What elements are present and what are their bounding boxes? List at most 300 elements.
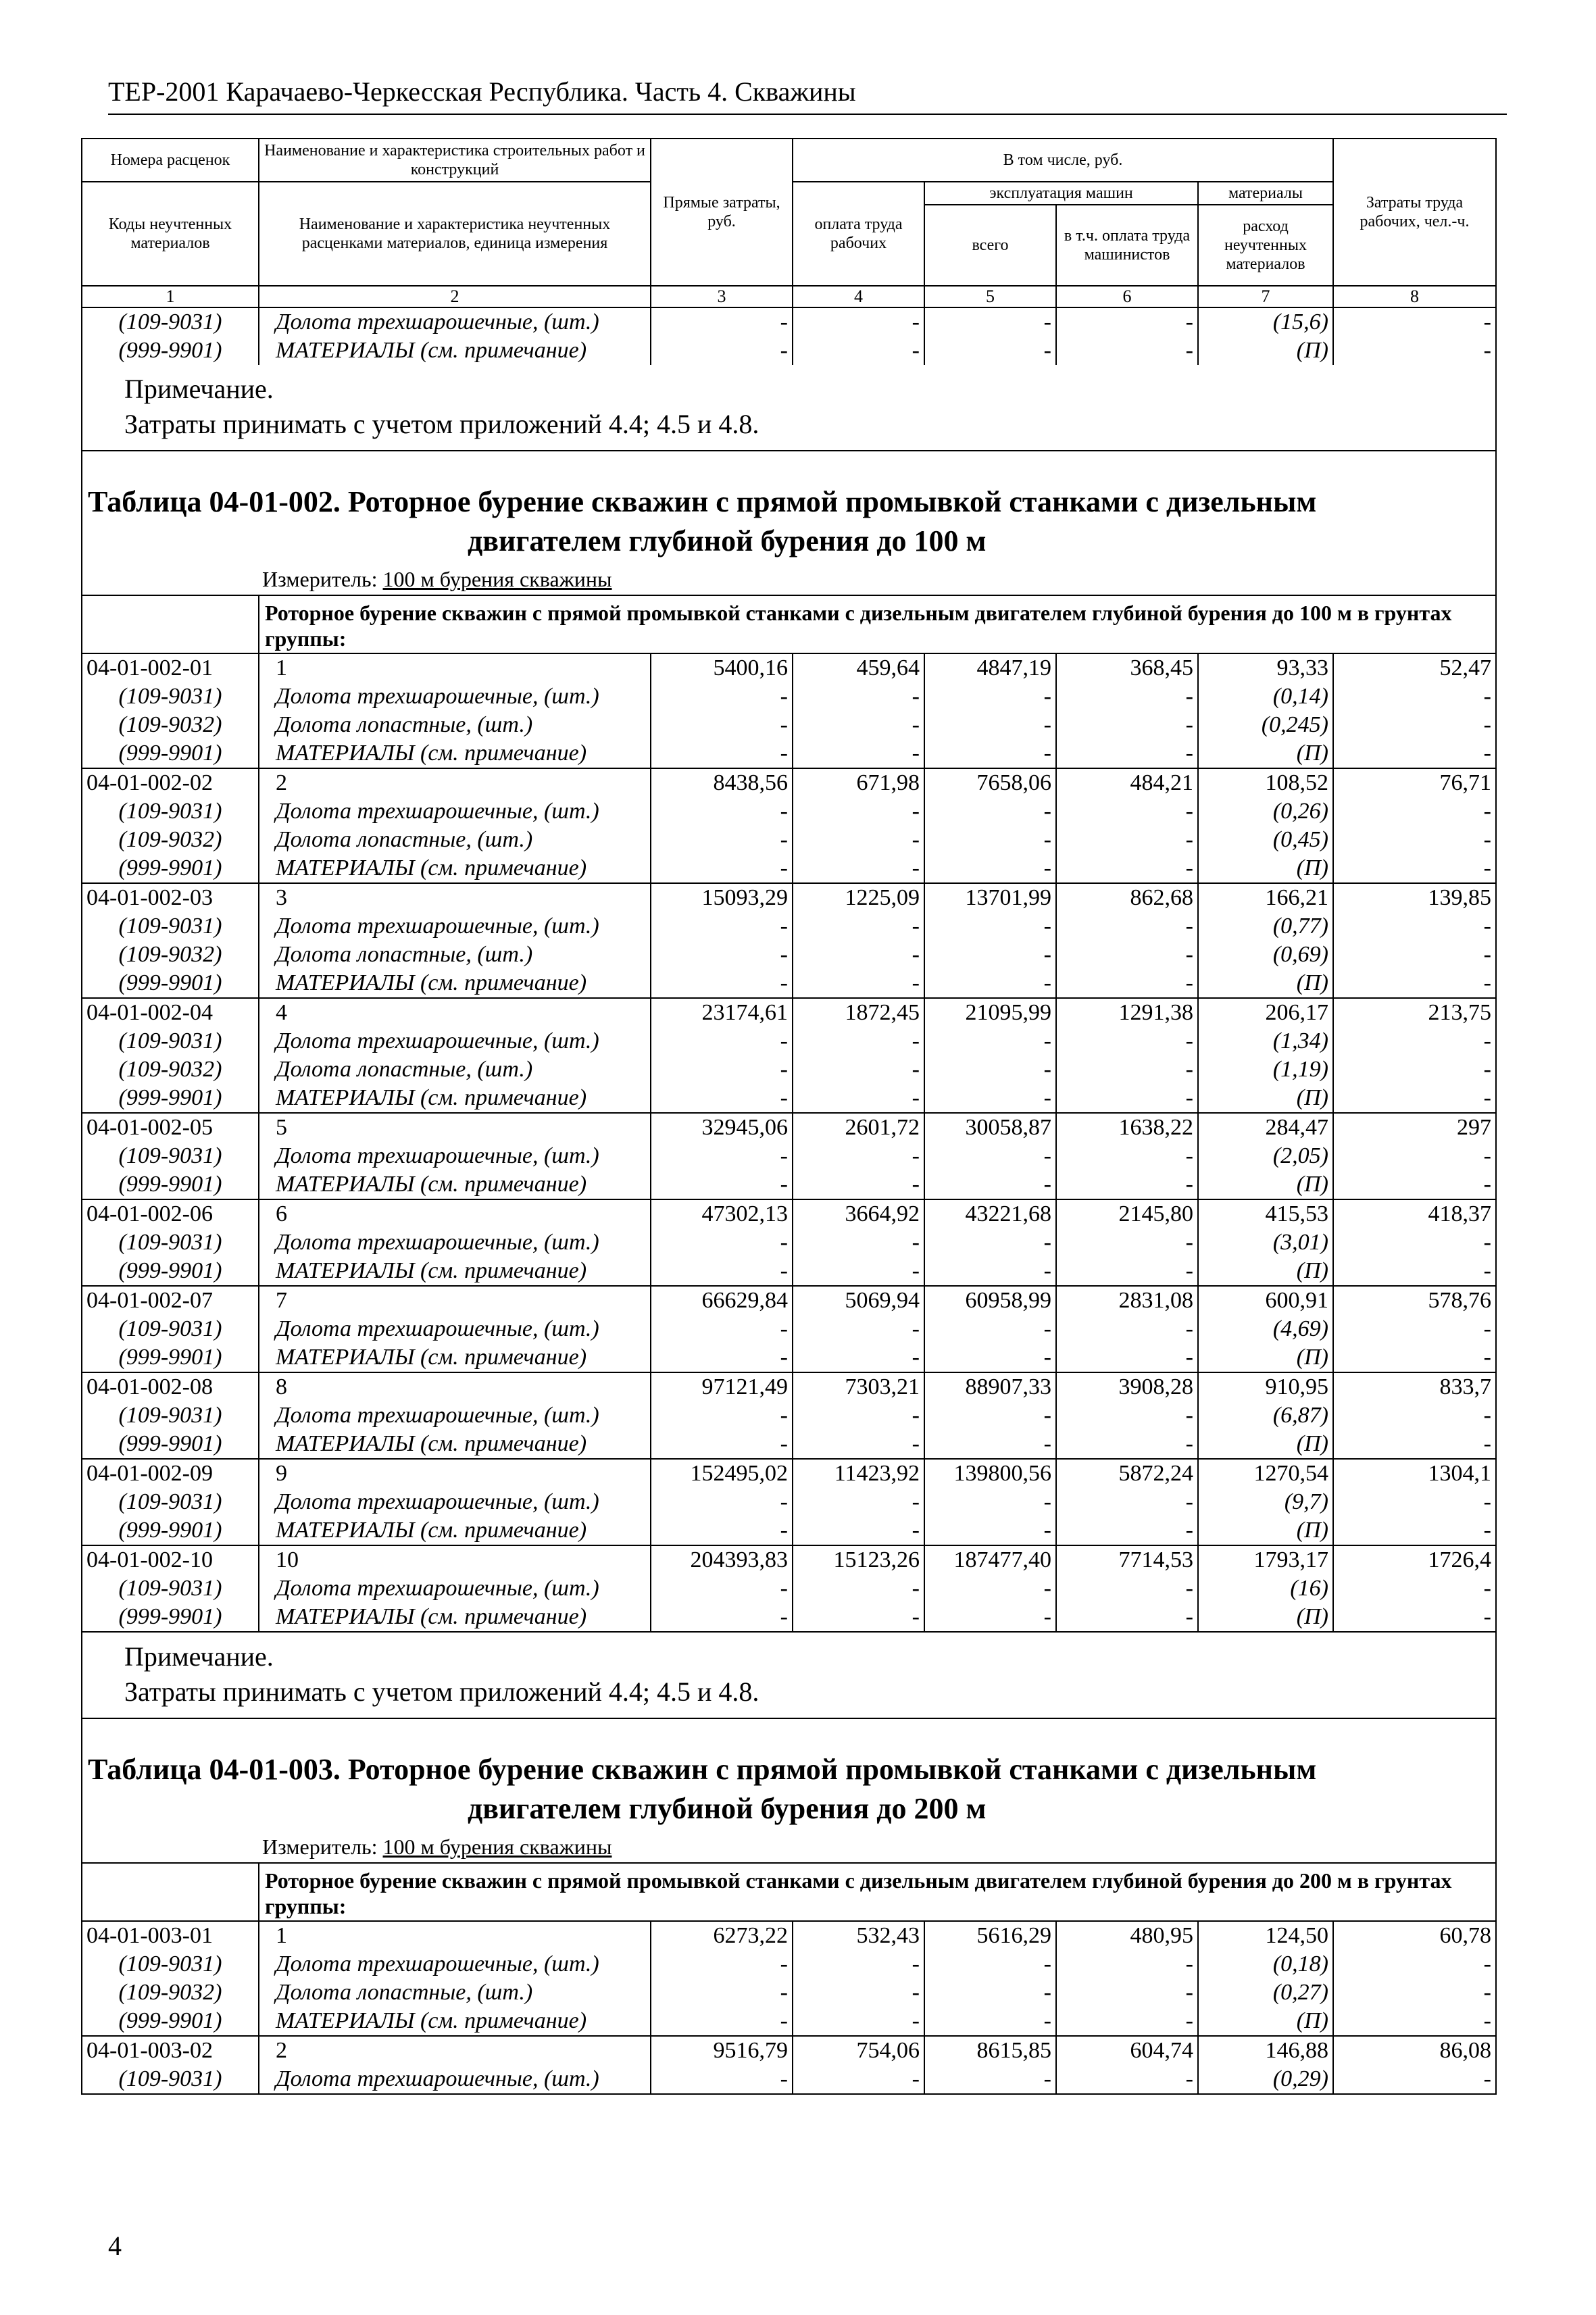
cell-machine-cost: 7658,06 (924, 768, 1056, 797)
row-code: (109-9031) (82, 1950, 259, 1978)
cell-labor: - (1333, 1142, 1496, 1170)
row-code: (999-9901) (82, 1343, 259, 1372)
material-row (82, 1574, 1496, 1603)
measure-row (82, 565, 1496, 595)
cell-worker-wage: 2601,72 (793, 1113, 924, 1142)
row-name: Долота трехшарошечные, (шт.) (259, 1142, 651, 1170)
cell-worker-wage: - (793, 1142, 924, 1170)
row-name: 4 (259, 998, 651, 1027)
group-heading: Роторное бурение скважин с прямой промывкой станками с дизельным двигателем глубиной бурения до 200 м в грунтах группы: (259, 1863, 1496, 1921)
cell-worker-wage: - (793, 797, 924, 826)
material-row (82, 1516, 1496, 1545)
cell-labor: 213,75 (1333, 998, 1496, 1027)
cell-machine-cost: 13701,99 (924, 883, 1056, 912)
cell-materials: (16) (1198, 1574, 1333, 1603)
cell-materials: 93,33 (1198, 653, 1333, 682)
cell-direct-cost: - (651, 711, 793, 739)
material-row (82, 2065, 1496, 2094)
row-name: Долота трехшарошечные, (шт.) (259, 1315, 651, 1343)
cell-machine-cost: 139800,56 (924, 1459, 1056, 1488)
price-table (81, 138, 1495, 2095)
row-name: Долота трехшарошечные, (шт.) (259, 1574, 651, 1603)
cell-worker-wage: - (793, 1315, 924, 1343)
cell-labor: - (1333, 739, 1496, 768)
cell-machine-cost: - (924, 2065, 1056, 2094)
cell-worker-wage: - (793, 1170, 924, 1199)
col-header-labor: Затраты труда рабочих, чел.-ч. (1333, 139, 1496, 286)
cell-materials: (0,245) (1198, 711, 1333, 739)
cell-machinist-wage: - (1056, 826, 1198, 854)
cell-direct-cost: 204393,83 (651, 1545, 793, 1574)
row-name: 8 (259, 1372, 651, 1401)
cell-worker-wage: - (793, 912, 924, 941)
cell-direct-cost: - (651, 739, 793, 768)
cell-machinist-wage: 1291,38 (1056, 998, 1198, 1027)
cell-materials: 415,53 (1198, 1199, 1333, 1228)
rate-row (82, 1199, 1496, 1228)
cell-machinist-wage: 2145,80 (1056, 1199, 1198, 1228)
cell-machinist-wage: - (1056, 1027, 1198, 1055)
cell-materials: 166,21 (1198, 883, 1333, 912)
row-name: 5 (259, 1113, 651, 1142)
cell-direct-cost: - (651, 1027, 793, 1055)
row-name: 2 (259, 768, 651, 797)
cell-machinist-wage: 2831,08 (1056, 1286, 1198, 1315)
cell-direct-cost: - (651, 1315, 793, 1343)
row-code: (109-9032) (82, 1055, 259, 1084)
cell-materials: (0,69) (1198, 941, 1333, 969)
cell-machinist-wage: 7714,53 (1056, 1545, 1198, 1574)
cell-worker-wage: - (793, 1055, 924, 1084)
cell-worker-wage: - (793, 941, 924, 969)
cell-direct-cost: - (651, 2007, 793, 2036)
cell-worker-wage: - (793, 1978, 924, 2007)
row-name: Долота лопастные, (шт.) (259, 711, 651, 739)
material-row (82, 739, 1496, 768)
cell-materials: (6,87) (1198, 1401, 1333, 1430)
cell-worker-wage: 11423,92 (793, 1459, 924, 1488)
cell-direct-cost: - (651, 969, 793, 998)
cell-labor: - (1333, 1027, 1496, 1055)
col-number: 5 (924, 286, 1056, 307)
cell-labor: - (1333, 1401, 1496, 1430)
cell-labor: - (1333, 1343, 1496, 1372)
row-name: Долота лопастные, (шт.) (259, 1055, 651, 1084)
cell-machine-cost: 43221,68 (924, 1199, 1056, 1228)
cell-labor: - (1333, 826, 1496, 854)
cell-worker-wage: 459,64 (793, 653, 924, 682)
material-row (82, 969, 1496, 998)
cell-direct-cost: 8438,56 (651, 768, 793, 797)
cell-direct-cost: - (651, 1488, 793, 1516)
cell-direct-cost: - (651, 1430, 793, 1459)
cell-direct-cost: - (651, 797, 793, 826)
cell-materials: (0,26) (1198, 797, 1333, 826)
cell-labor: - (1333, 1488, 1496, 1516)
cell-worker-wage: - (793, 337, 924, 365)
row-name: Долота лопастные, (шт.) (259, 941, 651, 969)
cell-direct-cost: - (651, 1343, 793, 1372)
cell-machinist-wage: - (1056, 2065, 1198, 2094)
row-code: 04-01-002-02 (82, 768, 259, 797)
cell-machinist-wage: - (1056, 1084, 1198, 1113)
cell-machine-cost: - (924, 739, 1056, 768)
cell-labor: - (1333, 307, 1496, 337)
cell-labor: - (1333, 1430, 1496, 1459)
row-code: (109-9031) (82, 1401, 259, 1430)
cell-machine-cost: 187477,40 (924, 1545, 1056, 1574)
cell-machinist-wage: - (1056, 1142, 1198, 1170)
cell-machinist-wage: - (1056, 969, 1198, 998)
cell-labor: 60,78 (1333, 1921, 1496, 1950)
row-code: (999-9901) (82, 1516, 259, 1545)
row-code: (109-9031) (82, 2065, 259, 2094)
cell-machine-cost: - (924, 854, 1056, 883)
cell-worker-wage: - (793, 1516, 924, 1545)
row-code: 04-01-002-08 (82, 1372, 259, 1401)
cell-machinist-wage: - (1056, 1950, 1198, 1978)
cell-machinist-wage: 5872,24 (1056, 1459, 1198, 1488)
material-row (82, 797, 1496, 826)
row-code: (109-9031) (82, 912, 259, 941)
row-name: Долота трехшарошечные, (шт.) (259, 1488, 651, 1516)
cell-machinist-wage: - (1056, 1055, 1198, 1084)
row-code: 04-01-002-05 (82, 1113, 259, 1142)
cell-materials: 108,52 (1198, 768, 1333, 797)
cell-machine-cost: - (924, 2007, 1056, 2036)
col-header-including: В том числе, руб. (793, 139, 1333, 182)
cell-direct-cost: 6273,22 (651, 1921, 793, 1950)
row-code: (999-9901) (82, 1170, 259, 1199)
row-name: МАТЕРИАЛЫ (см. примечание) (259, 969, 651, 998)
row-name: Долота трехшарошечные, (шт.) (259, 1027, 651, 1055)
table-title-line2: двигателем глубиной бурения до 200 м (468, 1792, 987, 1825)
cell-materials: (0,18) (1198, 1950, 1333, 1978)
measure-row (82, 1833, 1496, 1863)
row-code: (109-9031) (82, 1142, 259, 1170)
cell-machine-cost: - (924, 1142, 1056, 1170)
cell-machinist-wage: 480,95 (1056, 1921, 1198, 1950)
cell-machine-cost: - (924, 1401, 1056, 1430)
rate-row (82, 768, 1496, 797)
material-row (82, 1055, 1496, 1084)
cell-direct-cost: 15093,29 (651, 883, 793, 912)
cell-machine-cost: 8615,85 (924, 2036, 1056, 2065)
material-row (82, 337, 1496, 365)
cell-machinist-wage: - (1056, 682, 1198, 711)
cell-direct-cost: - (651, 1603, 793, 1632)
row-name: 7 (259, 1286, 651, 1315)
cell-machinist-wage: - (1056, 1488, 1198, 1516)
cell-direct-cost: - (651, 826, 793, 854)
row-name: Долота трехшарошечные, (шт.) (259, 682, 651, 711)
row-code: 04-01-002-10 (82, 1545, 259, 1574)
col-header-machines-total: всего (924, 205, 1056, 286)
cell-worker-wage: - (793, 1343, 924, 1372)
row-code: 04-01-002-03 (82, 883, 259, 912)
cell-worker-wage: 532,43 (793, 1921, 924, 1950)
cell-materials: (П) (1198, 1257, 1333, 1286)
row-name: Долота трехшарошечные, (шт.) (259, 797, 651, 826)
cell-worker-wage: - (793, 826, 924, 854)
rate-row (82, 1459, 1496, 1488)
cell-machinist-wage: - (1056, 1516, 1198, 1545)
col-number: 1 (82, 286, 259, 307)
cell-machinist-wage: - (1056, 1978, 1198, 2007)
cell-machine-cost: 5616,29 (924, 1921, 1056, 1950)
cell-direct-cost: - (651, 682, 793, 711)
cell-worker-wage: 7303,21 (793, 1372, 924, 1401)
cell-materials: (П) (1198, 969, 1333, 998)
material-row (82, 682, 1496, 711)
col-header-machines-wage: в т.ч. оплата труда машинистов (1056, 205, 1198, 286)
cell-materials: (4,69) (1198, 1315, 1333, 1343)
cell-worker-wage: - (793, 854, 924, 883)
cell-worker-wage: - (793, 2065, 924, 2094)
cell-machine-cost: - (924, 711, 1056, 739)
material-row (82, 1142, 1496, 1170)
cell-worker-wage: - (793, 1950, 924, 1978)
col-header-direct: Прямые затраты, руб. (651, 139, 793, 286)
cell-labor: - (1333, 1315, 1496, 1343)
cell-labor: - (1333, 1084, 1496, 1113)
row-name: Долота трехшарошечные, (шт.) (259, 1950, 651, 1978)
row-name: 1 (259, 653, 651, 682)
row-code: (999-9901) (82, 1603, 259, 1632)
row-name: МАТЕРИАЛЫ (см. примечание) (259, 1084, 651, 1113)
cell-worker-wage: - (793, 1603, 924, 1632)
cell-labor: - (1333, 797, 1496, 826)
cell-materials: (П) (1198, 1343, 1333, 1372)
group-spacer (82, 1863, 259, 1921)
row-code: 04-01-003-01 (82, 1921, 259, 1950)
cell-machine-cost: 21095,99 (924, 998, 1056, 1027)
row-code: (999-9901) (82, 739, 259, 768)
cell-labor: - (1333, 854, 1496, 883)
cell-machinist-wage: 1638,22 (1056, 1113, 1198, 1142)
cell-labor: - (1333, 1574, 1496, 1603)
cell-labor: - (1333, 969, 1496, 998)
cell-labor: - (1333, 1950, 1496, 1978)
cell-worker-wage: - (793, 2007, 924, 2036)
note-block (82, 1632, 1496, 1718)
cell-worker-wage: 1225,09 (793, 883, 924, 912)
row-code: (109-9031) (82, 1574, 259, 1603)
cell-labor: - (1333, 2065, 1496, 2094)
row-code: 04-01-003-02 (82, 2036, 259, 2065)
cell-direct-cost: 5400,16 (651, 653, 793, 682)
table2-rows (82, 653, 1496, 1632)
col-number: 8 (1333, 286, 1496, 307)
rate-row (82, 1113, 1496, 1142)
row-name: Долота трехшарошечные, (шт.) (259, 1401, 651, 1430)
measure-label: Измеритель: (262, 1835, 378, 1859)
cell-machine-cost: - (924, 1603, 1056, 1632)
rate-row (82, 1286, 1496, 1315)
cell-labor: 1304,1 (1333, 1459, 1496, 1488)
material-row (82, 1978, 1496, 2007)
cell-direct-cost: - (651, 1142, 793, 1170)
cell-worker-wage: - (793, 739, 924, 768)
cell-materials: (П) (1198, 337, 1333, 365)
cell-machinist-wage: - (1056, 1343, 1198, 1372)
cell-machine-cost: - (924, 1574, 1056, 1603)
col-header-materials: материалы (1198, 182, 1333, 205)
cell-materials: (П) (1198, 1430, 1333, 1459)
row-code: (109-9031) (82, 1315, 259, 1343)
cell-worker-wage: - (793, 1228, 924, 1257)
cell-worker-wage: - (793, 1257, 924, 1286)
cell-direct-cost: - (651, 1257, 793, 1286)
cell-machine-cost: - (924, 1978, 1056, 2007)
row-name: Долота трехшарошечные, (шт.) (259, 307, 651, 337)
cell-machinist-wage: - (1056, 1257, 1198, 1286)
row-code: (109-9031) (82, 1228, 259, 1257)
col-number: 3 (651, 286, 793, 307)
material-row (82, 1603, 1496, 1632)
row-code: (109-9032) (82, 711, 259, 739)
cell-worker-wage: 754,06 (793, 2036, 924, 2065)
cell-machine-cost: - (924, 307, 1056, 337)
cell-direct-cost: - (651, 307, 793, 337)
col-number: 6 (1056, 286, 1198, 307)
cell-labor: 297 (1333, 1113, 1496, 1142)
material-row (82, 1950, 1496, 1978)
cell-machinist-wage: - (1056, 307, 1198, 337)
cell-machinist-wage: - (1056, 1228, 1198, 1257)
cell-materials: (1,19) (1198, 1055, 1333, 1084)
cell-direct-cost: - (651, 1228, 793, 1257)
cell-machine-cost: 60958,99 (924, 1286, 1056, 1315)
cell-direct-cost: - (651, 1170, 793, 1199)
cell-machine-cost: 88907,33 (924, 1372, 1056, 1401)
cell-labor: 833,7 (1333, 1372, 1496, 1401)
cell-machinist-wage: 604,74 (1056, 2036, 1198, 2065)
row-name: Долота лопастные, (шт.) (259, 826, 651, 854)
note-title: Примечание. (124, 374, 274, 404)
material-row (82, 1488, 1496, 1516)
row-code: (999-9901) (82, 1430, 259, 1459)
cell-worker-wage: - (793, 711, 924, 739)
cell-materials: (0,77) (1198, 912, 1333, 941)
rate-row (82, 1545, 1496, 1574)
note-text: Затраты принимать с учетом приложений 4.4; 4.5 и 4.8. (124, 409, 759, 439)
group-spacer (82, 595, 259, 653)
row-name: Долота трехшарошечные, (шт.) (259, 1228, 651, 1257)
col-number: 7 (1198, 286, 1333, 307)
rate-row (82, 883, 1496, 912)
cell-direct-cost: - (651, 1574, 793, 1603)
cell-labor: 139,85 (1333, 883, 1496, 912)
cell-machinist-wage: - (1056, 739, 1198, 768)
cell-machinist-wage: - (1056, 1430, 1198, 1459)
cell-machine-cost: - (924, 1027, 1056, 1055)
col-number: 2 (259, 286, 651, 307)
table-title-line1: Таблица 04-01-003. Роторное бурение скважин с прямой промывкой станками с дизельным (88, 1753, 1317, 1786)
row-name: МАТЕРИАЛЫ (см. примечание) (259, 1170, 651, 1199)
cell-direct-cost: - (651, 912, 793, 941)
cell-worker-wage: - (793, 969, 924, 998)
row-code: (999-9901) (82, 2007, 259, 2036)
cell-machine-cost: - (924, 1516, 1056, 1545)
row-code: (109-9032) (82, 826, 259, 854)
cell-machine-cost: - (924, 1257, 1056, 1286)
cell-direct-cost: 32945,06 (651, 1113, 793, 1142)
row-code: (109-9031) (82, 682, 259, 711)
col-header-name: Наименование и характеристика строительных работ и конструкций (259, 139, 651, 182)
cell-direct-cost: 66629,84 (651, 1286, 793, 1315)
row-name: 10 (259, 1545, 651, 1574)
cell-machine-cost: - (924, 912, 1056, 941)
cell-worker-wage: - (793, 1574, 924, 1603)
note-text: Затраты принимать с учетом приложений 4.4; 4.5 и 4.8. (124, 1676, 759, 1707)
row-code: (109-9031) (82, 1488, 259, 1516)
cell-labor: - (1333, 1170, 1496, 1199)
row-code: (109-9031) (82, 307, 259, 337)
row-code: (109-9031) (82, 1027, 259, 1055)
cell-machinist-wage: - (1056, 1603, 1198, 1632)
cell-labor: 578,76 (1333, 1286, 1496, 1315)
cell-direct-cost: 47302,13 (651, 1199, 793, 1228)
note-block (82, 365, 1496, 451)
rates-table (81, 138, 1497, 2095)
cell-machinist-wage: - (1056, 1315, 1198, 1343)
cell-labor: 52,47 (1333, 653, 1496, 682)
cell-machine-cost: - (924, 1228, 1056, 1257)
cell-materials: 146,88 (1198, 2036, 1333, 2065)
cell-worker-wage: - (793, 1488, 924, 1516)
row-name: 3 (259, 883, 651, 912)
cell-machine-cost: - (924, 969, 1056, 998)
cell-direct-cost: - (651, 1401, 793, 1430)
col-header-materials-use: расход неучтенных материалов (1198, 205, 1333, 286)
row-name: Долота лопастные, (шт.) (259, 1978, 651, 2007)
cell-labor: - (1333, 337, 1496, 365)
cell-machinist-wage: - (1056, 711, 1198, 739)
cell-materials: (1,34) (1198, 1027, 1333, 1055)
cell-materials: (3,01) (1198, 1228, 1333, 1257)
cell-machinist-wage: - (1056, 797, 1198, 826)
prev-table-rows (82, 307, 1496, 365)
cell-machinist-wage: - (1056, 941, 1198, 969)
table-title-line2: двигателем глубиной бурения до 100 м (468, 524, 987, 557)
page-number: 4 (108, 2231, 122, 2261)
cell-materials: (0,29) (1198, 2065, 1333, 2094)
cell-materials: (П) (1198, 1170, 1333, 1199)
cell-materials: (П) (1198, 2007, 1333, 2036)
cell-worker-wage: - (793, 1027, 924, 1055)
cell-machine-cost: - (924, 1488, 1056, 1516)
cell-machinist-wage: - (1056, 1574, 1198, 1603)
cell-direct-cost: - (651, 337, 793, 365)
material-row (82, 854, 1496, 883)
table3-rows (82, 1921, 1496, 2094)
cell-machinist-wage: 3908,28 (1056, 1372, 1198, 1401)
cell-labor: - (1333, 1228, 1496, 1257)
cell-labor: 86,08 (1333, 2036, 1496, 2065)
cell-worker-wage: - (793, 1430, 924, 1459)
cell-materials: (15,6) (1198, 307, 1333, 337)
note-title: Примечание. (124, 1641, 274, 1672)
row-name: МАТЕРИАЛЫ (см. примечание) (259, 739, 651, 768)
rate-row (82, 653, 1496, 682)
row-name: МАТЕРИАЛЫ (см. примечание) (259, 1430, 651, 1459)
cell-direct-cost: 23174,61 (651, 998, 793, 1027)
cell-materials: (0,45) (1198, 826, 1333, 854)
col-header-name2: Наименование и характеристика неучтенных расценками материалов, единица измерения (259, 182, 651, 286)
cell-worker-wage: 3664,92 (793, 1199, 924, 1228)
cell-labor: 418,37 (1333, 1199, 1496, 1228)
